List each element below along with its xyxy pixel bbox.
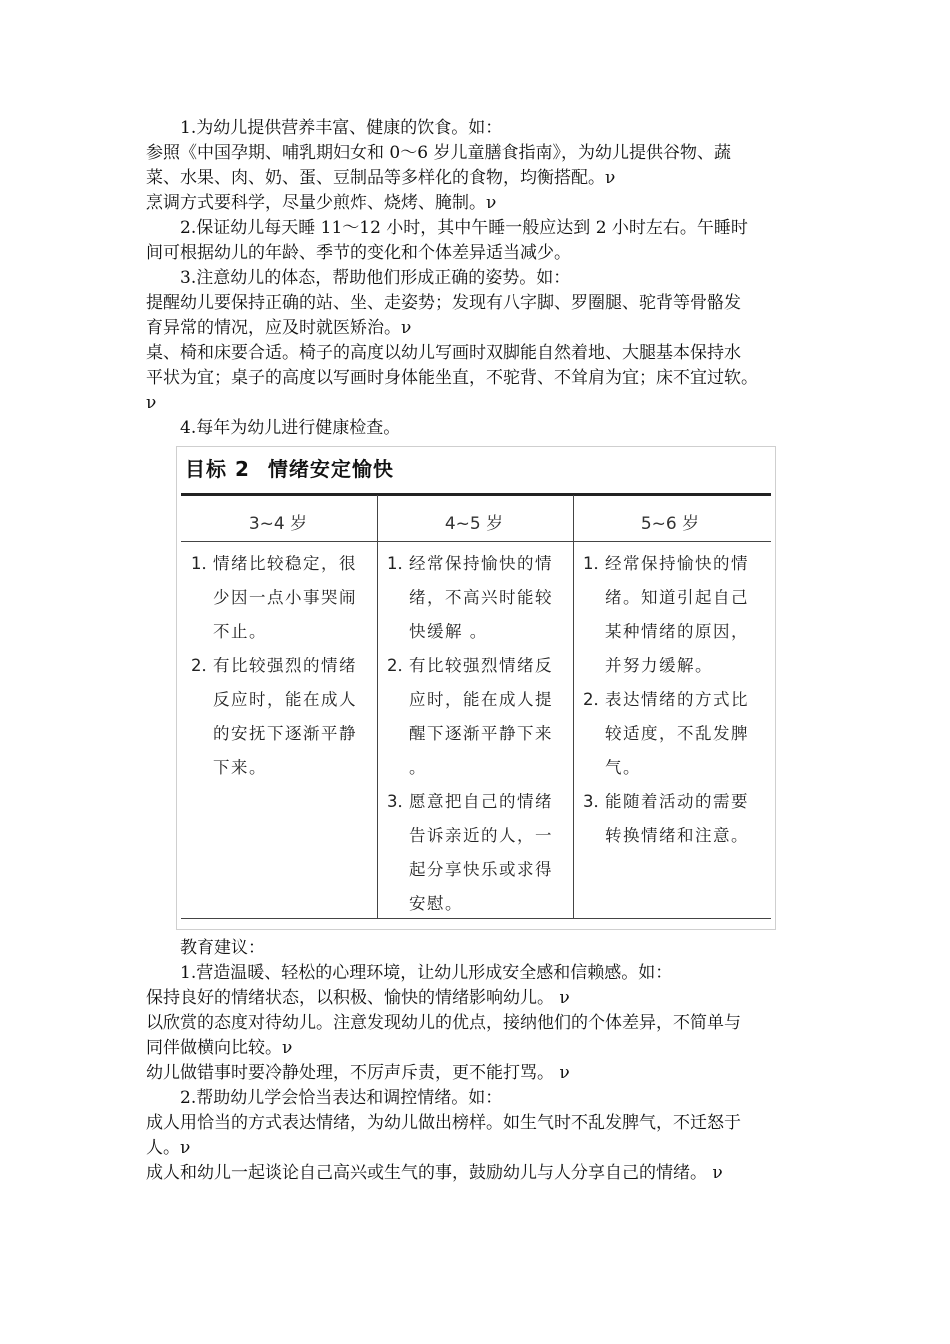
item-text: 应时，能在成人提 — [409, 690, 553, 709]
text-line: 提醒幼儿要保持正确的站、坐、走姿势；发现有八字脚、罗圈腿、驼背等骨骼发 — [146, 293, 741, 313]
text-line: 参照《中国孕期、哺乳期妇女和 0～6 岁儿童膳食指南》，为幼儿提供谷物、蔬 — [146, 143, 731, 163]
text-line: 保持良好的情绪状态，以积极、愉快的情绪影响幼儿。 ν — [146, 988, 570, 1008]
table-item-line — [183, 649, 369, 683]
table-title — [185, 453, 394, 482]
table-item-line — [575, 717, 761, 751]
text-line: 菜、水果、肉、奶、蛋、豆制品等多样化的食物，均衡搭配。ν — [146, 168, 616, 188]
item-number — [379, 853, 409, 887]
item-number — [379, 717, 409, 751]
item-number — [183, 751, 213, 785]
text-line: 人。ν — [146, 1138, 191, 1158]
column-header-4-5: 4~5 岁 — [444, 514, 504, 534]
table-item-line — [575, 615, 761, 649]
item-number: 2． — [583, 690, 610, 709]
bottom-text-section — [146, 936, 810, 1186]
item-number: 3． — [387, 792, 414, 811]
item-number: 1． — [387, 554, 414, 573]
column-divider — [377, 495, 378, 919]
item-text: 情绪比较稳定，很 — [213, 554, 357, 573]
item-text: 下来。 — [213, 758, 267, 777]
text-line: 1.为幼儿提供营养丰富、健康的饮食。如： — [180, 118, 503, 138]
table-item-line — [379, 717, 565, 751]
table-item-line — [575, 649, 761, 683]
item-number — [379, 683, 409, 717]
table-item-line — [379, 819, 565, 853]
table-item-line — [575, 751, 761, 785]
item-text: 少因一点小事哭闹 — [213, 588, 357, 607]
table-item-line — [379, 581, 565, 615]
item-text: 有比较强烈情绪反 — [409, 656, 553, 675]
text-line: 3.注意幼儿的体态，帮助他们形成正确的姿势。如： — [180, 268, 571, 288]
table-top-rule — [181, 493, 771, 496]
item-text: 较适度，不乱发脾 — [605, 724, 749, 743]
table-item-line — [575, 785, 761, 819]
item-number — [379, 819, 409, 853]
item-text: 起分享快乐或求得 — [409, 860, 553, 879]
text-line: 成人用恰当的方式表达情绪，为幼儿做出榜样。如生气时不乱发脾气，不迁怒于 — [146, 1113, 741, 1133]
item-number — [379, 615, 409, 649]
item-number: 3． — [583, 792, 610, 811]
text-line: 间可根据幼儿的年龄、季节的变化和个体差异适当减少。 — [146, 243, 571, 263]
text-line: 成人和幼儿一起谈论自己高兴或生气的事，鼓励幼儿与人分享自己的情绪。 ν — [146, 1163, 723, 1183]
table-item-line — [183, 717, 369, 751]
item-text: 绪，不高兴时能较 — [409, 588, 553, 607]
item-text: 快缓解 。 — [409, 622, 488, 641]
text-line: 2.帮助幼儿学会恰当表达和调控情绪。如： — [180, 1088, 503, 1108]
text-line: 同伴做横向比较。ν — [146, 1038, 293, 1058]
table-item-line — [379, 547, 565, 581]
item-text: 经常保持愉快的情 — [409, 554, 553, 573]
text-line: 烹调方式要科学，尽量少煎炸、烧烤、腌制。ν — [146, 193, 497, 213]
item-text: 绪。知道引起自己 — [605, 588, 749, 607]
item-text: 不止。 — [213, 622, 267, 641]
text-line: 教育建议： — [180, 938, 265, 958]
item-number — [183, 615, 213, 649]
item-number: 2． — [191, 656, 218, 675]
table-item-line — [379, 887, 565, 921]
item-text: 转换情绪和注意。 — [605, 826, 749, 845]
table-header-rule — [181, 541, 771, 542]
table-goal-name: 情绪安定愉快 — [267, 457, 394, 481]
item-text: 的安抚下逐渐平静 — [213, 724, 357, 743]
item-number — [575, 751, 605, 785]
text-line: ν — [146, 393, 157, 413]
table-item-line — [575, 547, 761, 581]
table-item-line — [379, 751, 565, 785]
item-text: 并努力缓解。 — [605, 656, 713, 675]
item-number — [183, 717, 213, 751]
column-3-4-content — [183, 547, 369, 785]
item-text: 告诉亲近的人，一 — [409, 826, 553, 845]
item-text: 表达情绪的方式比 — [605, 690, 749, 709]
item-text: 经常保持愉快的情 — [605, 554, 749, 573]
text-line: 2.保证幼儿每天睡 11～12 小时，其中午睡一般应达到 2 小时左右。午睡时 — [180, 218, 748, 238]
table-item-line — [575, 819, 761, 853]
text-line: 1.营造温暖、轻松的心理环境，让幼儿形成安全感和信赖感。如： — [180, 963, 673, 983]
item-text: 醒下逐渐平静下来 — [409, 724, 553, 743]
column-divider — [573, 495, 574, 919]
item-number — [575, 649, 605, 683]
item-text: 。 — [409, 758, 427, 777]
table-item-line — [183, 581, 369, 615]
item-text: 愿意把自己的情绪 — [409, 792, 553, 811]
table-goal-number: 目标 2 — [185, 457, 250, 481]
item-number — [379, 887, 409, 921]
table-item-line — [183, 615, 369, 649]
item-number — [575, 581, 605, 615]
column-header-5-6: 5~6 岁 — [640, 514, 700, 534]
text-line: 桌、椅和床要合适。椅子的高度以幼儿写画时双脚能自然着地、大腿基本保持水 — [146, 343, 741, 363]
item-number — [575, 717, 605, 751]
text-line: 育异常的情况，应及时就医矫治。ν — [146, 318, 412, 338]
item-number: 2． — [387, 656, 414, 675]
item-text: 安慰。 — [409, 894, 463, 913]
table-item-line — [379, 785, 565, 819]
item-text: 能随着活动的需要 — [605, 792, 749, 811]
goal-2-table — [176, 446, 776, 930]
text-line: 4.每年为幼儿进行健康检查。 — [180, 418, 401, 438]
item-number — [379, 751, 409, 785]
table-item-line — [183, 547, 369, 581]
item-number: 1． — [191, 554, 218, 573]
item-number — [379, 581, 409, 615]
item-text: 反应时，能在成人 — [213, 690, 357, 709]
column-header-3-4: 3~4 岁 — [248, 514, 308, 534]
item-text: 气。 — [605, 758, 641, 777]
table-item-line — [575, 683, 761, 717]
column-4-5-content — [379, 547, 565, 921]
text-line: 以欣赏的态度对待幼儿。注意发现幼儿的优点，接纳他们的个体差异，不简单与 — [146, 1013, 741, 1033]
item-text: 某种情绪的原因， — [605, 622, 749, 641]
item-number — [575, 819, 605, 853]
table-item-line — [183, 683, 369, 717]
table-item-line — [379, 853, 565, 887]
column-5-6-content — [575, 547, 761, 853]
table-item-line — [379, 683, 565, 717]
item-number — [183, 683, 213, 717]
table-item-line — [183, 751, 369, 785]
text-line: 平状为宜；桌子的高度以写画时身体能坐直，不驼背、不耸肩为宜；床不宜过软。 — [146, 368, 758, 388]
table-item-line — [379, 615, 565, 649]
item-number — [575, 615, 605, 649]
item-number — [183, 581, 213, 615]
item-number: 1． — [583, 554, 610, 573]
table-item-line — [379, 649, 565, 683]
table-item-line — [575, 581, 761, 615]
item-text: 有比较强烈的情绪 — [213, 656, 357, 675]
text-line: 幼儿做错事时要冷静处理，不厉声斥责，更不能打骂。 ν — [146, 1063, 570, 1083]
top-text-section — [146, 116, 810, 441]
